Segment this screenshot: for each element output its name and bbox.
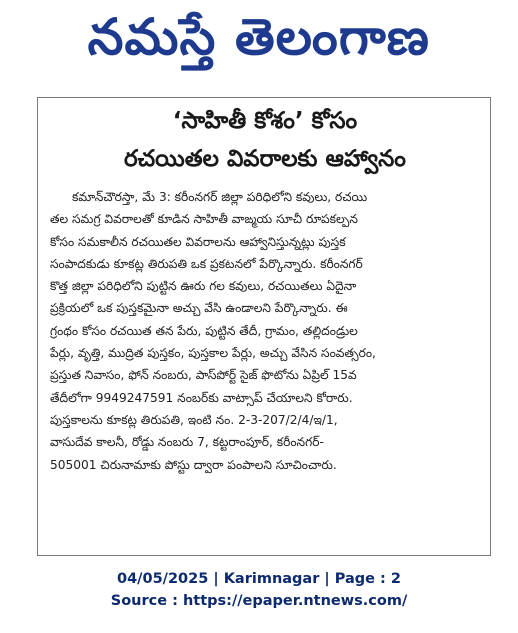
- body-line: సంపాదకుడు కూకట్ల తిరుపతి ఒక ప్రకటనలో పేర్కొన్నారు. కరీంనగర్: [50, 256, 363, 271]
- newspaper-masthead: [0, 4, 518, 82]
- body-line: పుస్తకాలను కూకట్ల తిరుపతి, ఇంటి నం. 2-3-207/2/4/ఇ/1,: [50, 412, 338, 427]
- dateline-footer: 04/05/2025 | Karimnagar | Page : 2: [117, 571, 401, 587]
- body-line: ప్రస్తుత నివాసం, ఫోన్ నంబరు, పాస్‌పోర్ట్ సైజ్ ఫొటోను ఏప్రిల్ 15వ: [50, 368, 357, 383]
- body-line: తల సమగ్ర వివరాలతో కూడిన సాహితీ వాఙ్మయ సూచీ రూపకల్పన: [50, 212, 358, 227]
- body-line: 505001 చిరునామాకు పోస్టు ద్వారా పంపాలని సూచించారు.: [50, 457, 337, 472]
- masthead-title: నమస్తే తెలంగాణ: [87, 7, 431, 66]
- body-line: కొత్త జిల్లా పరిధిలోని పుట్టిన ఊరు గల కవులు, రచయితలు ఏదైనా: [50, 279, 357, 294]
- body-line: కోసం సమకాలీన రచయితల వివరాలను ఆహ్వానిస్తున్నట్లు పుస్తక: [50, 234, 346, 249]
- source-footer: Source : https://epaper.ntnews.com/: [110, 593, 408, 609]
- body-line: ప్రక్రియలో ఒక పుస్తకమైనా అచ్చు వేసి ఉండాలని పేర్కొన్నారు. ఈ: [50, 301, 348, 316]
- body-line: వాసుదేవ కాలనీ, రోడ్డు నంబరు 7, కట్టరాంపూర్, కరీంనగర్-: [50, 435, 324, 450]
- headline-line-2: రచయితల వివరాలకు ఆహ్వానం: [124, 146, 406, 172]
- body-line: తేదీలోగా 9949247591 నంబర్‌కు వాట్సాప్ చేయాలని కోరారు.: [50, 390, 353, 405]
- article-body: [50, 186, 480, 476]
- article-clipping: [37, 97, 491, 556]
- body-line: గ్రంథం కోసం రచయిత తన పేరు, పుట్టిన తేదీ, గ్రామం, తల్లిదండ్రుల: [50, 323, 358, 338]
- body-line: కమాన్‌చౌరస్తా, మే 3: కరీంనగర్ జిల్లా పరిధిలోని కవులు, రచయి: [72, 190, 368, 204]
- headline-line-1: ‘సాహితీ కోశం’ కోసం: [172, 108, 358, 134]
- body-line: పేర్లు, వృత్తి, ముద్రిత పుస్తకం, పుస్తకాల పేర్లు, అచ్చు వేసిన సంవత్సరం,: [50, 346, 376, 361]
